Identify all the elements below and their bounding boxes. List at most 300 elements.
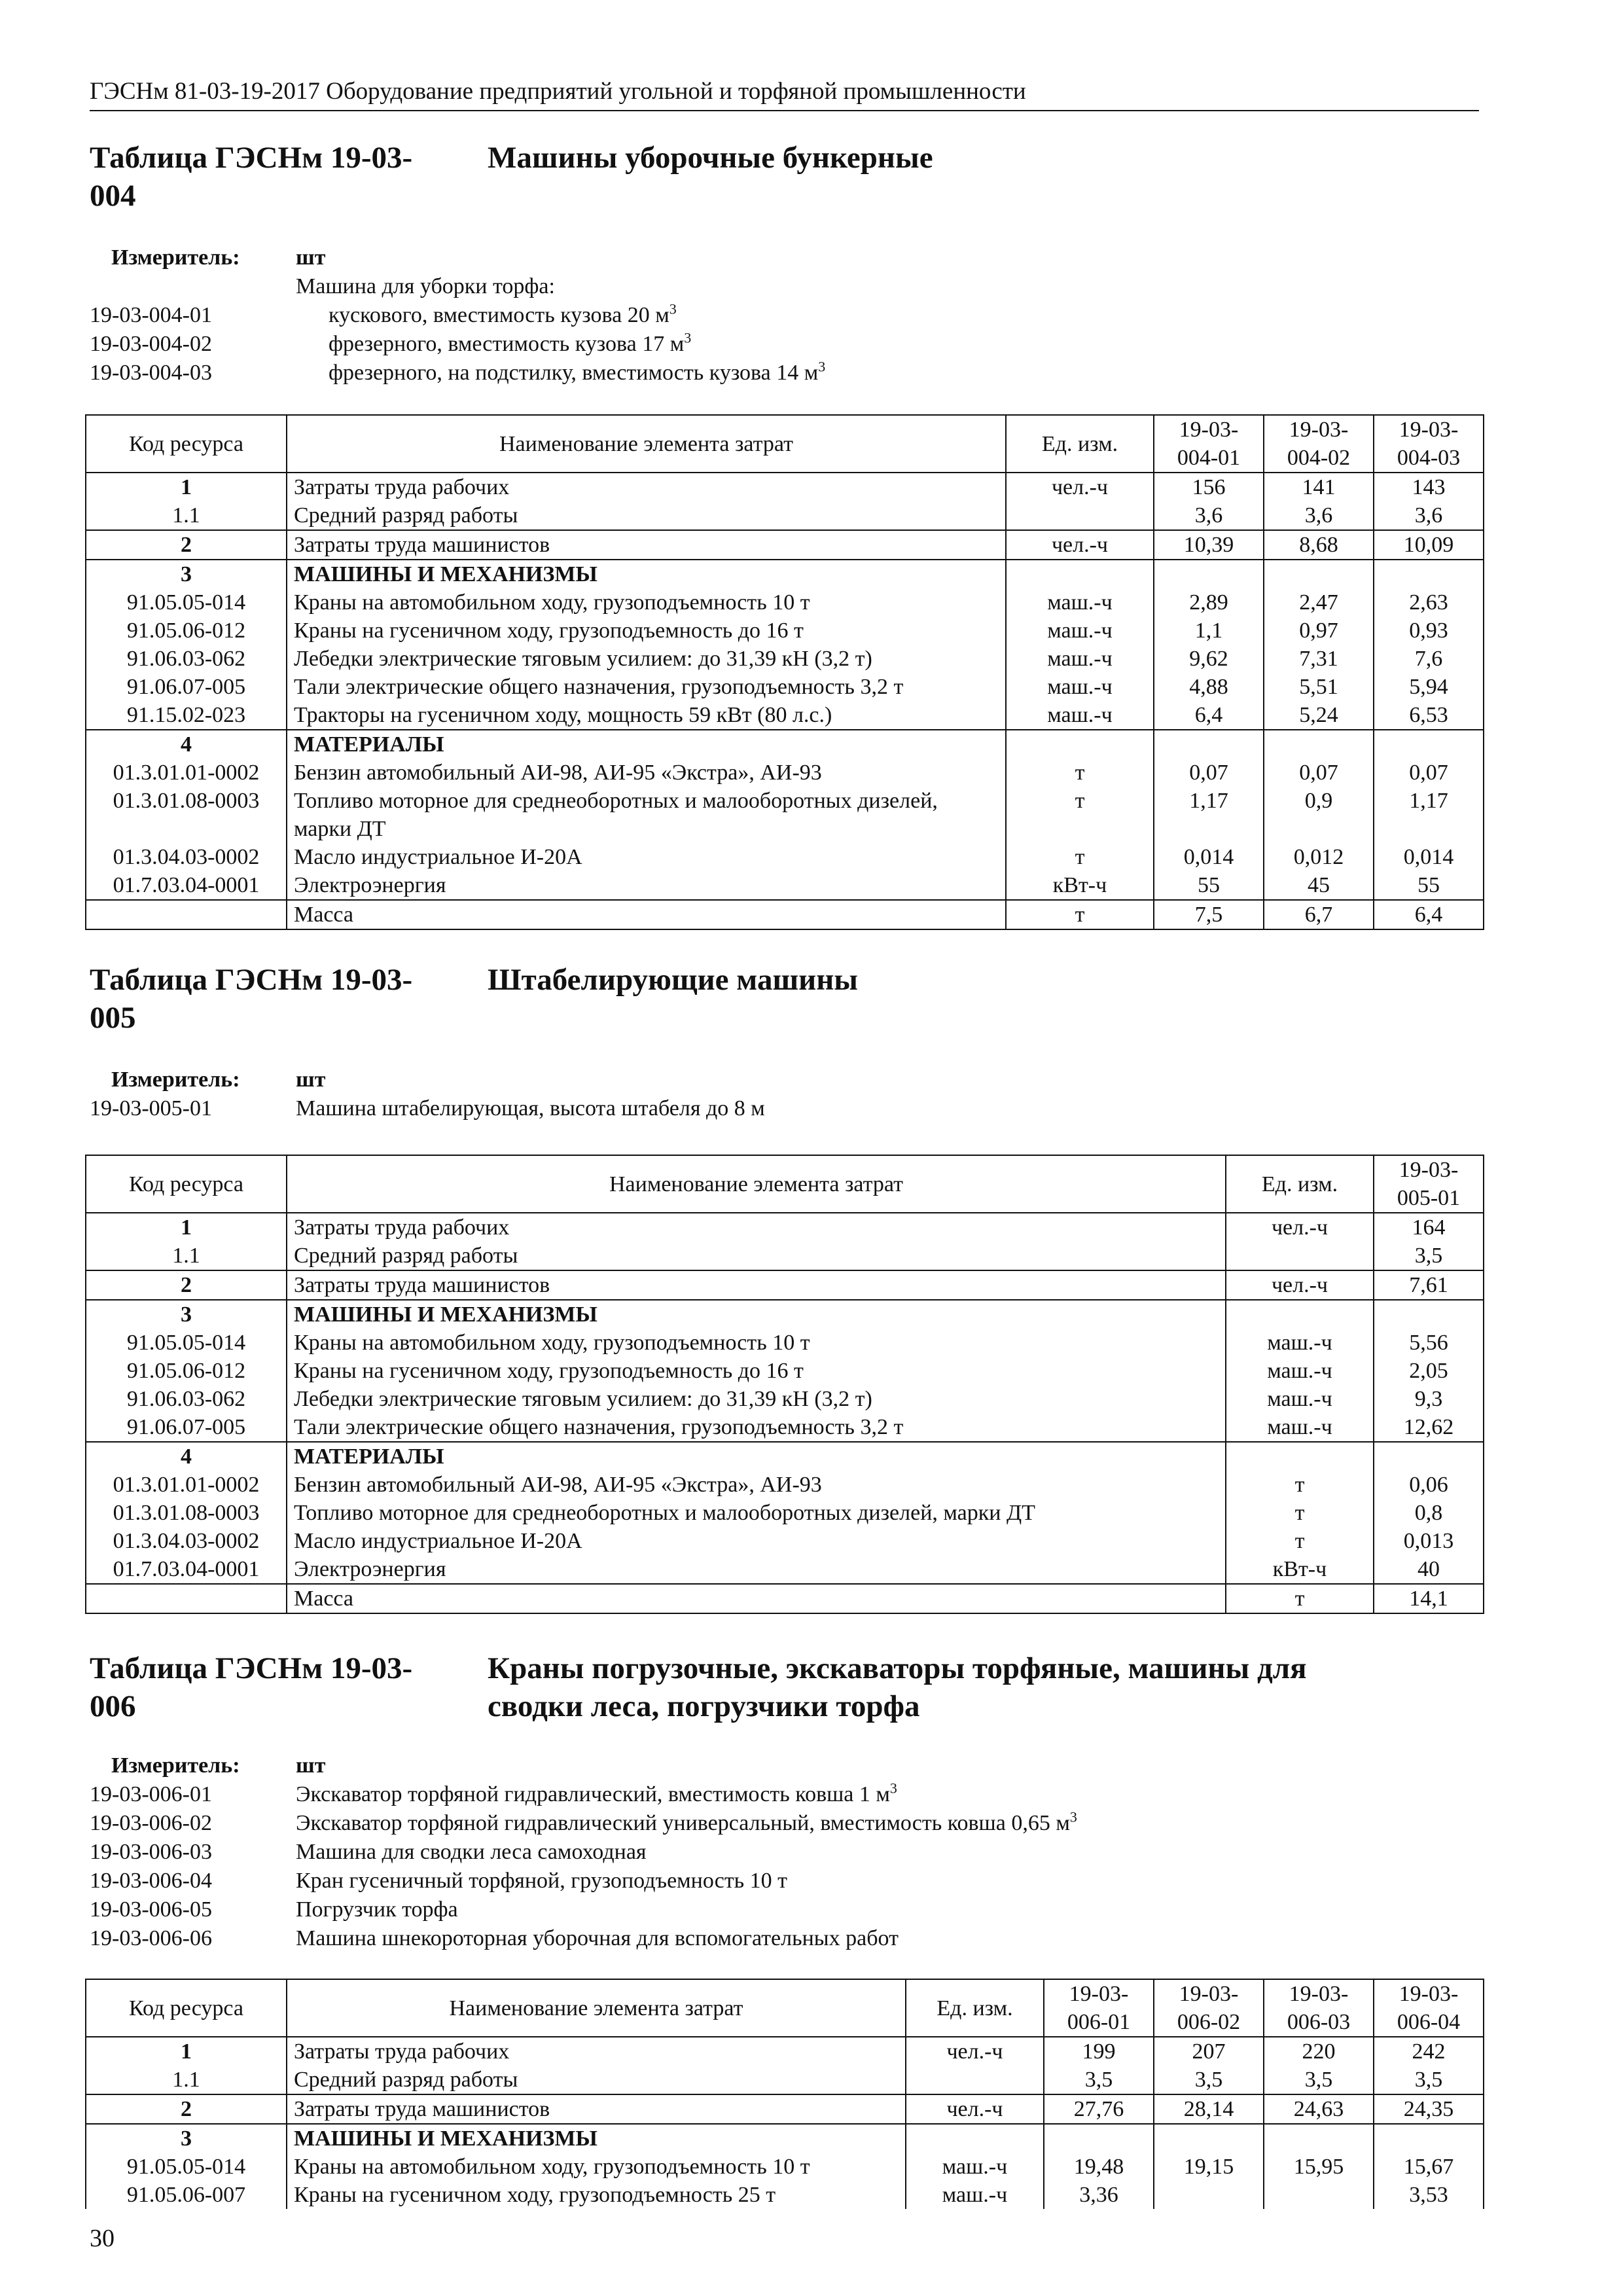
cell-value: 24,63 — [1264, 2094, 1374, 2124]
cell-unit: маш.-ч — [1226, 1329, 1374, 1357]
cell-value: 0,07 — [1374, 759, 1484, 787]
resource-desc-text: Машина шнекороторная уборочная для вспомогательных работ — [296, 1926, 899, 1950]
cell-value: 55 — [1154, 871, 1264, 900]
col-norm-header-line2: 004-02 — [1287, 446, 1351, 470]
cell-name: Тали электрические общего назначения, грузоподъемность 3,2 т — [287, 1413, 1226, 1442]
cell-value: 5,56 — [1374, 1329, 1484, 1357]
table-005-title-line2: 005 — [90, 1001, 136, 1035]
table-004-name: Машины уборочные бункерные — [488, 141, 933, 175]
cell-code: 91.06.07-005 — [86, 673, 287, 701]
cell-code: 91.06.03-062 — [86, 1385, 287, 1413]
cell-code: 1.1 — [86, 501, 287, 530]
cell-unit — [906, 2066, 1044, 2094]
cell-unit: маш.-ч — [1226, 1357, 1374, 1385]
cell-value: 242 — [1374, 2037, 1484, 2066]
cell-unit: чел.-ч — [1226, 1213, 1374, 1242]
measure-label: Измеритель: — [111, 245, 240, 270]
resource-desc-text: Экскаватор торфяной гидравлический универсальный, вместимость ковша 0,65 м — [296, 1811, 1070, 1835]
cell-unit: т — [1226, 1527, 1374, 1555]
col-unit-header: Ед. изм. — [1006, 415, 1154, 473]
cell-value — [1374, 1442, 1484, 1471]
cell-code: 91.05.05-014 — [86, 1329, 287, 1357]
cell-value: 1,17 — [1374, 787, 1484, 843]
cell-unit — [1226, 1300, 1374, 1329]
cell-unit: чел.-ч — [1006, 473, 1154, 501]
table-006-name — [488, 1649, 1307, 1725]
cell-unit: маш.-ч — [906, 2153, 1044, 2181]
resource-desc — [329, 330, 691, 359]
cell-unit: маш.-ч — [1006, 588, 1154, 617]
cell-value — [1154, 730, 1264, 759]
cell-value: 3,5 — [1264, 2066, 1374, 2094]
col-norm-header-line1: 19-03- — [1289, 418, 1349, 442]
cell-name: Краны на гусеничном ходу, грузоподъемность до 16 т — [287, 1357, 1226, 1385]
header-row — [86, 415, 1484, 473]
table-row — [86, 759, 1484, 787]
cell-code: 01.3.01.08-0003 — [86, 787, 287, 843]
resource-code: 19-03-006-01 — [90, 1782, 212, 1806]
cell-value: 7,31 — [1264, 645, 1374, 673]
col-norm-header-line2: 005-01 — [1397, 1186, 1461, 1210]
table-row — [86, 1329, 1484, 1357]
cell-value: 27,76 — [1044, 2094, 1154, 2124]
table-005 — [85, 1155, 1484, 1614]
table-row — [86, 501, 1484, 530]
cell-value: 24,35 — [1374, 2094, 1484, 2124]
cell-value: 5,24 — [1264, 701, 1374, 730]
table-006-title-line2: 006 — [90, 1689, 136, 1723]
col-code-header: Код ресурса — [86, 415, 287, 473]
cell-code — [86, 900, 287, 929]
cell-value: 1,17 — [1154, 787, 1264, 843]
cell-value: 6,4 — [1154, 701, 1264, 730]
cell-name: Краны на автомобильном ходу, грузоподъемность 10 т — [287, 2153, 906, 2181]
table-row — [86, 1471, 1484, 1499]
cell-name: Электроэнергия — [287, 1555, 1226, 1584]
table-004 — [85, 414, 1484, 930]
resource-desc-text: кускового, вместимость кузова 20 м — [329, 303, 669, 327]
table-row — [86, 787, 1484, 843]
table-006 — [85, 1979, 1484, 2209]
cell-unit: т — [1006, 900, 1154, 929]
table-row — [86, 473, 1484, 501]
cell-unit — [1226, 1242, 1374, 1270]
cell-unit: т — [1226, 1471, 1374, 1499]
cell-value: 3,5 — [1374, 1242, 1484, 1270]
cell-unit: маш.-ч — [1006, 617, 1154, 645]
col-norm-header — [1264, 415, 1374, 473]
cell-unit: чел.-ч — [906, 2037, 1044, 2066]
table-row — [86, 645, 1484, 673]
resource-desc — [296, 1780, 897, 1809]
col-name-header: Наименование элемента затрат — [287, 1979, 906, 2037]
col-norm-header-line2: 006-01 — [1067, 2010, 1131, 2034]
cell-value: 15,67 — [1374, 2153, 1484, 2181]
col-norm-header — [1374, 1979, 1484, 2037]
cell-unit: маш.-ч — [1006, 645, 1154, 673]
cell-value: 0,014 — [1154, 843, 1264, 871]
cell-name: МАШИНЫ И МЕХАНИЗМЫ — [287, 1300, 1226, 1329]
cell-value — [1154, 560, 1264, 588]
cell-value: 2,47 — [1264, 588, 1374, 617]
cell-value: 0,8 — [1374, 1499, 1484, 1527]
col-norm-header-line2: 006-03 — [1287, 2010, 1351, 2034]
cell-value: 9,62 — [1154, 645, 1264, 673]
group-desc-row — [90, 272, 1479, 301]
cell-unit — [1226, 1442, 1374, 1471]
table-row — [86, 1242, 1484, 1270]
resource-desc — [296, 1867, 787, 1895]
resource-desc-sup: 3 — [684, 329, 692, 346]
resource-item — [90, 301, 1479, 330]
table-row — [86, 2124, 1484, 2153]
cell-name: Средний разряд работы — [287, 2066, 906, 2094]
cell-value: 3,6 — [1374, 501, 1484, 530]
cell-code: 3 — [86, 560, 287, 588]
cell-value: 5,94 — [1374, 673, 1484, 701]
cell-code: 01.7.03.04-0001 — [86, 1555, 287, 1584]
table-005-title — [90, 961, 412, 1037]
resource-code: 19-03-004-01 — [90, 303, 212, 327]
cell-value: 1,1 — [1154, 617, 1264, 645]
table-row — [86, 871, 1484, 900]
cell-value — [1264, 730, 1374, 759]
resource-desc-text: Кран гусеничный торфяной, грузоподъемность 10 т — [296, 1869, 788, 1893]
table-row — [86, 1213, 1484, 1242]
cell-unit: маш.-ч — [1006, 673, 1154, 701]
cell-name: Масло индустриальное И-20А — [287, 843, 1006, 871]
cell-code: 01.3.01.08-0003 — [86, 1499, 287, 1527]
table-005-name: Штабелирующие машины — [488, 963, 858, 997]
cell-unit — [1006, 501, 1154, 530]
cell-code: 01.3.01.01-0002 — [86, 1471, 287, 1499]
cell-value: 9,3 — [1374, 1385, 1484, 1413]
cell-value: 10,39 — [1154, 530, 1264, 560]
resource-desc-text: Погрузчик торфа — [296, 1897, 458, 1922]
resource-desc-sup: 3 — [889, 1780, 897, 1797]
cell-value: 28,14 — [1154, 2094, 1264, 2124]
col-norm-header — [1264, 1979, 1374, 2037]
resource-code: 19-03-005-01 — [90, 1096, 212, 1121]
table-006-name-line2: сводки леса, погрузчики торфа — [488, 1689, 920, 1723]
table-row — [86, 2094, 1484, 2124]
col-norm-header-line1: 19-03- — [1069, 1982, 1129, 2006]
resource-item — [90, 1895, 1479, 1924]
cell-name: Затраты труда машинистов — [287, 530, 1006, 560]
cell-value: 3,6 — [1154, 501, 1264, 530]
cell-value: 2,89 — [1154, 588, 1264, 617]
cell-name: Топливо моторное для среднеоборотных и малооборотных дизелей, марки ДТ — [287, 1499, 1226, 1527]
cell-unit: т — [1006, 759, 1154, 787]
measure-unit: шт — [296, 1067, 326, 1092]
cell-value: 0,07 — [1264, 759, 1374, 787]
col-norm-header-line1: 19-03- — [1179, 418, 1239, 442]
cell-value: 2,05 — [1374, 1357, 1484, 1385]
cell-code: 91.05.06-012 — [86, 617, 287, 645]
cell-value: 4,88 — [1154, 673, 1264, 701]
resource-code: 19-03-006-05 — [90, 1897, 212, 1922]
header-row — [86, 1979, 1484, 2037]
resource-item — [90, 1838, 1479, 1867]
cell-value: 19,48 — [1044, 2153, 1154, 2181]
table-row — [86, 1442, 1484, 1471]
resource-desc — [296, 1094, 765, 1123]
resource-code: 19-03-006-03 — [90, 1840, 212, 1864]
col-norm-header-line1: 19-03- — [1399, 418, 1459, 442]
cell-value: 6,4 — [1374, 900, 1484, 929]
cell-value — [1264, 2181, 1374, 2209]
resource-item — [90, 1780, 1479, 1809]
col-norm-header — [1374, 1155, 1484, 1213]
group-desc: Машина для уборки торфа: — [296, 274, 555, 298]
resource-desc-text: Машина штабелирующая, высота штабеля до 8 м — [296, 1096, 765, 1121]
cell-name: Масса — [287, 900, 1006, 929]
cell-name: Краны на автомобильном ходу, грузоподъемность 10 т — [287, 588, 1006, 617]
measure-label: Измеритель: — [111, 1753, 240, 1778]
cell-value: 40 — [1374, 1555, 1484, 1584]
resource-desc-text: фрезерного, на подстилку, вместимость кузова 14 м — [329, 361, 819, 385]
cell-unit: т — [1006, 787, 1154, 843]
col-name-header: Наименование элемента затрат — [287, 415, 1006, 473]
table-row — [86, 730, 1484, 759]
col-norm-header-line1: 19-03- — [1399, 1982, 1459, 2006]
page-number: 30 — [90, 2225, 115, 2252]
col-norm-header-line2: 004-03 — [1397, 446, 1461, 470]
resource-desc-sup: 3 — [1069, 1808, 1077, 1825]
cell-name: Топливо моторное для среднеоборотных и малооборотных дизелей, марки ДТ — [287, 787, 1006, 843]
cell-name: Тали электрические общего назначения, грузоподъемность 3,2 т — [287, 673, 1006, 701]
col-norm-header-line1: 19-03- — [1399, 1158, 1459, 1182]
cell-value: 0,07 — [1154, 759, 1264, 787]
cell-value: 7,6 — [1374, 645, 1484, 673]
cell-name: МАТЕРИАЛЫ — [287, 730, 1006, 759]
cell-name: Масса — [287, 1584, 1226, 1613]
cell-name: Бензин автомобильный АИ-98, АИ-95 «Экстра», АИ-93 — [287, 1471, 1226, 1499]
cell-unit: маш.-ч — [906, 2181, 1044, 2209]
table-row — [86, 1385, 1484, 1413]
table-004-title — [90, 139, 412, 215]
cell-unit — [1006, 560, 1154, 588]
col-unit-header: Ед. изм. — [906, 1979, 1044, 2037]
col-unit-header: Ед. изм. — [1226, 1155, 1374, 1213]
cell-code: 3 — [86, 2124, 287, 2153]
cell-value: 0,97 — [1264, 617, 1374, 645]
cell-value: 5,51 — [1264, 673, 1374, 701]
cell-name: МАШИНЫ И МЕХАНИЗМЫ — [287, 2124, 906, 2153]
cell-code: 91.05.05-014 — [86, 588, 287, 617]
table-row — [86, 673, 1484, 701]
table-row — [86, 2181, 1484, 2209]
col-norm-header-line2: 006-04 — [1397, 2010, 1461, 2034]
table-row — [86, 560, 1484, 588]
cell-unit: кВт-ч — [1226, 1555, 1374, 1584]
resource-code: 19-03-004-03 — [90, 361, 212, 385]
cell-unit: чел.-ч — [1006, 530, 1154, 560]
cell-value — [1154, 2181, 1264, 2209]
cell-name: МАШИНЫ И МЕХАНИЗМЫ — [287, 560, 1006, 588]
cell-value: 207 — [1154, 2037, 1264, 2066]
cell-value: 15,95 — [1264, 2153, 1374, 2181]
col-name-header: Наименование элемента затрат — [287, 1155, 1226, 1213]
resource-item — [90, 330, 1479, 359]
resource-desc-sup: 3 — [669, 300, 677, 317]
cell-code: 01.3.04.03-0002 — [86, 843, 287, 871]
cell-value — [1374, 730, 1484, 759]
cell-value: 45 — [1264, 871, 1374, 900]
cell-name: Масло индустриальное И-20А — [287, 1527, 1226, 1555]
cell-code: 3 — [86, 1300, 287, 1329]
measure-unit: шт — [296, 1753, 326, 1778]
cell-value: 7,61 — [1374, 1270, 1484, 1300]
col-norm-header-line1: 19-03- — [1289, 1982, 1349, 2006]
resource-code: 19-03-006-04 — [90, 1869, 212, 1893]
cell-unit: чел.-ч — [1226, 1270, 1374, 1300]
cell-unit: маш.-ч — [1006, 701, 1154, 730]
table-row — [86, 701, 1484, 730]
table-row — [86, 1357, 1484, 1385]
cell-value — [1374, 1300, 1484, 1329]
cell-value: 12,62 — [1374, 1413, 1484, 1442]
cell-value: 3,5 — [1374, 2066, 1484, 2094]
cell-value — [1044, 2124, 1154, 2153]
measure-row — [90, 1066, 1479, 1094]
cell-name: Средний разряд работы — [287, 1242, 1226, 1270]
table-006-meta — [90, 1751, 1479, 1953]
resource-desc — [296, 1924, 899, 1953]
cell-unit: маш.-ч — [1226, 1413, 1374, 1442]
cell-name: Краны на гусеничном ходу, грузоподъемность до 16 т — [287, 617, 1006, 645]
measure-row — [90, 243, 1479, 272]
resource-desc — [329, 301, 677, 330]
cell-name: Краны на гусеничном ходу, грузоподъемность 25 т — [287, 2181, 906, 2209]
table-005-title-line1: Таблица ГЭСНм 19-03- — [90, 963, 413, 997]
cell-code: 91.05.06-007 — [86, 2181, 287, 2209]
resource-desc-text: Экскаватор торфяной гидравлический, вместимость ковша 1 м — [296, 1782, 890, 1806]
col-norm-header — [1374, 415, 1484, 473]
cell-unit: т — [1006, 843, 1154, 871]
cell-code: 1 — [86, 2037, 287, 2066]
resource-desc-text: Машина для сводки леса самоходная — [296, 1840, 647, 1864]
cell-code: 1.1 — [86, 2066, 287, 2094]
table-row — [86, 2066, 1484, 2094]
cell-name: Затраты труда машинистов — [287, 1270, 1226, 1300]
cell-code: 01.3.01.01-0002 — [86, 759, 287, 787]
col-norm-header-line2: 006-02 — [1177, 2010, 1241, 2034]
cell-name: МАТЕРИАЛЫ — [287, 1442, 1226, 1471]
cell-name: Затраты труда рабочих — [287, 1213, 1226, 1242]
cell-code: 2 — [86, 530, 287, 560]
cell-code — [86, 1584, 287, 1613]
cell-value: 55 — [1374, 871, 1484, 900]
cell-name: Средний разряд работы — [287, 501, 1006, 530]
table-row — [86, 1584, 1484, 1613]
cell-value: 0,9 — [1264, 787, 1374, 843]
cell-value: 0,014 — [1374, 843, 1484, 871]
col-norm-header-line2: 004-01 — [1177, 446, 1241, 470]
cell-code: 2 — [86, 2094, 287, 2124]
table-row — [86, 530, 1484, 560]
measure-unit: шт — [296, 245, 326, 270]
cell-value: 156 — [1154, 473, 1264, 501]
table-row — [86, 1555, 1484, 1584]
cell-name: Затраты труда машинистов — [287, 2094, 906, 2124]
table-004-meta — [90, 243, 1479, 387]
cell-value: 10,09 — [1374, 530, 1484, 560]
cell-unit: т — [1226, 1584, 1374, 1613]
cell-value: 3,5 — [1044, 2066, 1154, 2094]
cell-code: 91.15.02-023 — [86, 701, 287, 730]
table-006-name-line1: Краны погрузочные, экскаваторы торфяные, машины для — [488, 1651, 1307, 1685]
cell-unit — [1006, 730, 1154, 759]
cell-value: 7,5 — [1154, 900, 1264, 929]
measure-label: Измеритель: — [111, 1067, 240, 1092]
cell-value: 3,53 — [1374, 2181, 1484, 2209]
table-row — [86, 1499, 1484, 1527]
header-row — [86, 1155, 1484, 1213]
cell-value: 0,013 — [1374, 1527, 1484, 1555]
table-row — [86, 2037, 1484, 2066]
col-code-header: Код ресурса — [86, 1979, 287, 2037]
table-004-title-line2: 004 — [90, 179, 136, 213]
table-row — [86, 1527, 1484, 1555]
resource-code: 19-03-006-02 — [90, 1811, 212, 1835]
resource-item — [90, 1867, 1479, 1895]
resource-item — [90, 1924, 1479, 1953]
cell-value: 14,1 — [1374, 1584, 1484, 1613]
cell-value: 0,012 — [1264, 843, 1374, 871]
page-header: ГЭСНм 81-03-19-2017 Оборудование предприятий угольной и торфяной промышленности — [90, 77, 1479, 111]
cell-code: 4 — [86, 730, 287, 759]
cell-code: 01.3.04.03-0002 — [86, 1527, 287, 1555]
resource-item — [90, 1094, 1479, 1123]
cell-value: 143 — [1374, 473, 1484, 501]
table-row — [86, 1270, 1484, 1300]
cell-value: 220 — [1264, 2037, 1374, 2066]
cell-value — [1374, 560, 1484, 588]
cell-name: Краны на автомобильном ходу, грузоподъемность 10 т — [287, 1329, 1226, 1357]
cell-value: 199 — [1044, 2037, 1154, 2066]
cell-name: Электроэнергия — [287, 871, 1006, 900]
resource-code: 19-03-004-02 — [90, 332, 212, 356]
col-norm-header — [1154, 1979, 1264, 2037]
resource-desc — [296, 1838, 647, 1867]
cell-code: 1.1 — [86, 1242, 287, 1270]
cell-name: Тракторы на гусеничном ходу, мощность 59 кВт (80 л.с.) — [287, 701, 1006, 730]
cell-code: 4 — [86, 1442, 287, 1471]
cell-value: 8,68 — [1264, 530, 1374, 560]
cell-value: 164 — [1374, 1213, 1484, 1242]
resource-code: 19-03-006-06 — [90, 1926, 212, 1950]
table-row — [86, 843, 1484, 871]
table-row — [86, 1413, 1484, 1442]
cell-unit: маш.-ч — [1226, 1385, 1374, 1413]
col-norm-header-line1: 19-03- — [1179, 1982, 1239, 2006]
cell-value: 0,93 — [1374, 617, 1484, 645]
table-006-title-line1: Таблица ГЭСНм 19-03- — [90, 1651, 413, 1685]
cell-code: 2 — [86, 1270, 287, 1300]
cell-value: 3,6 — [1264, 501, 1374, 530]
table-row — [86, 900, 1484, 929]
cell-value — [1264, 560, 1374, 588]
table-004-title-line1: Таблица ГЭСНм 19-03- — [90, 141, 413, 175]
resource-desc — [296, 1895, 458, 1924]
cell-value: 6,53 — [1374, 701, 1484, 730]
cell-code: 91.06.03-062 — [86, 645, 287, 673]
table-row — [86, 1300, 1484, 1329]
cell-value — [1264, 2124, 1374, 2153]
col-code-header: Код ресурса — [86, 1155, 287, 1213]
cell-name: Затраты труда рабочих — [287, 2037, 906, 2066]
